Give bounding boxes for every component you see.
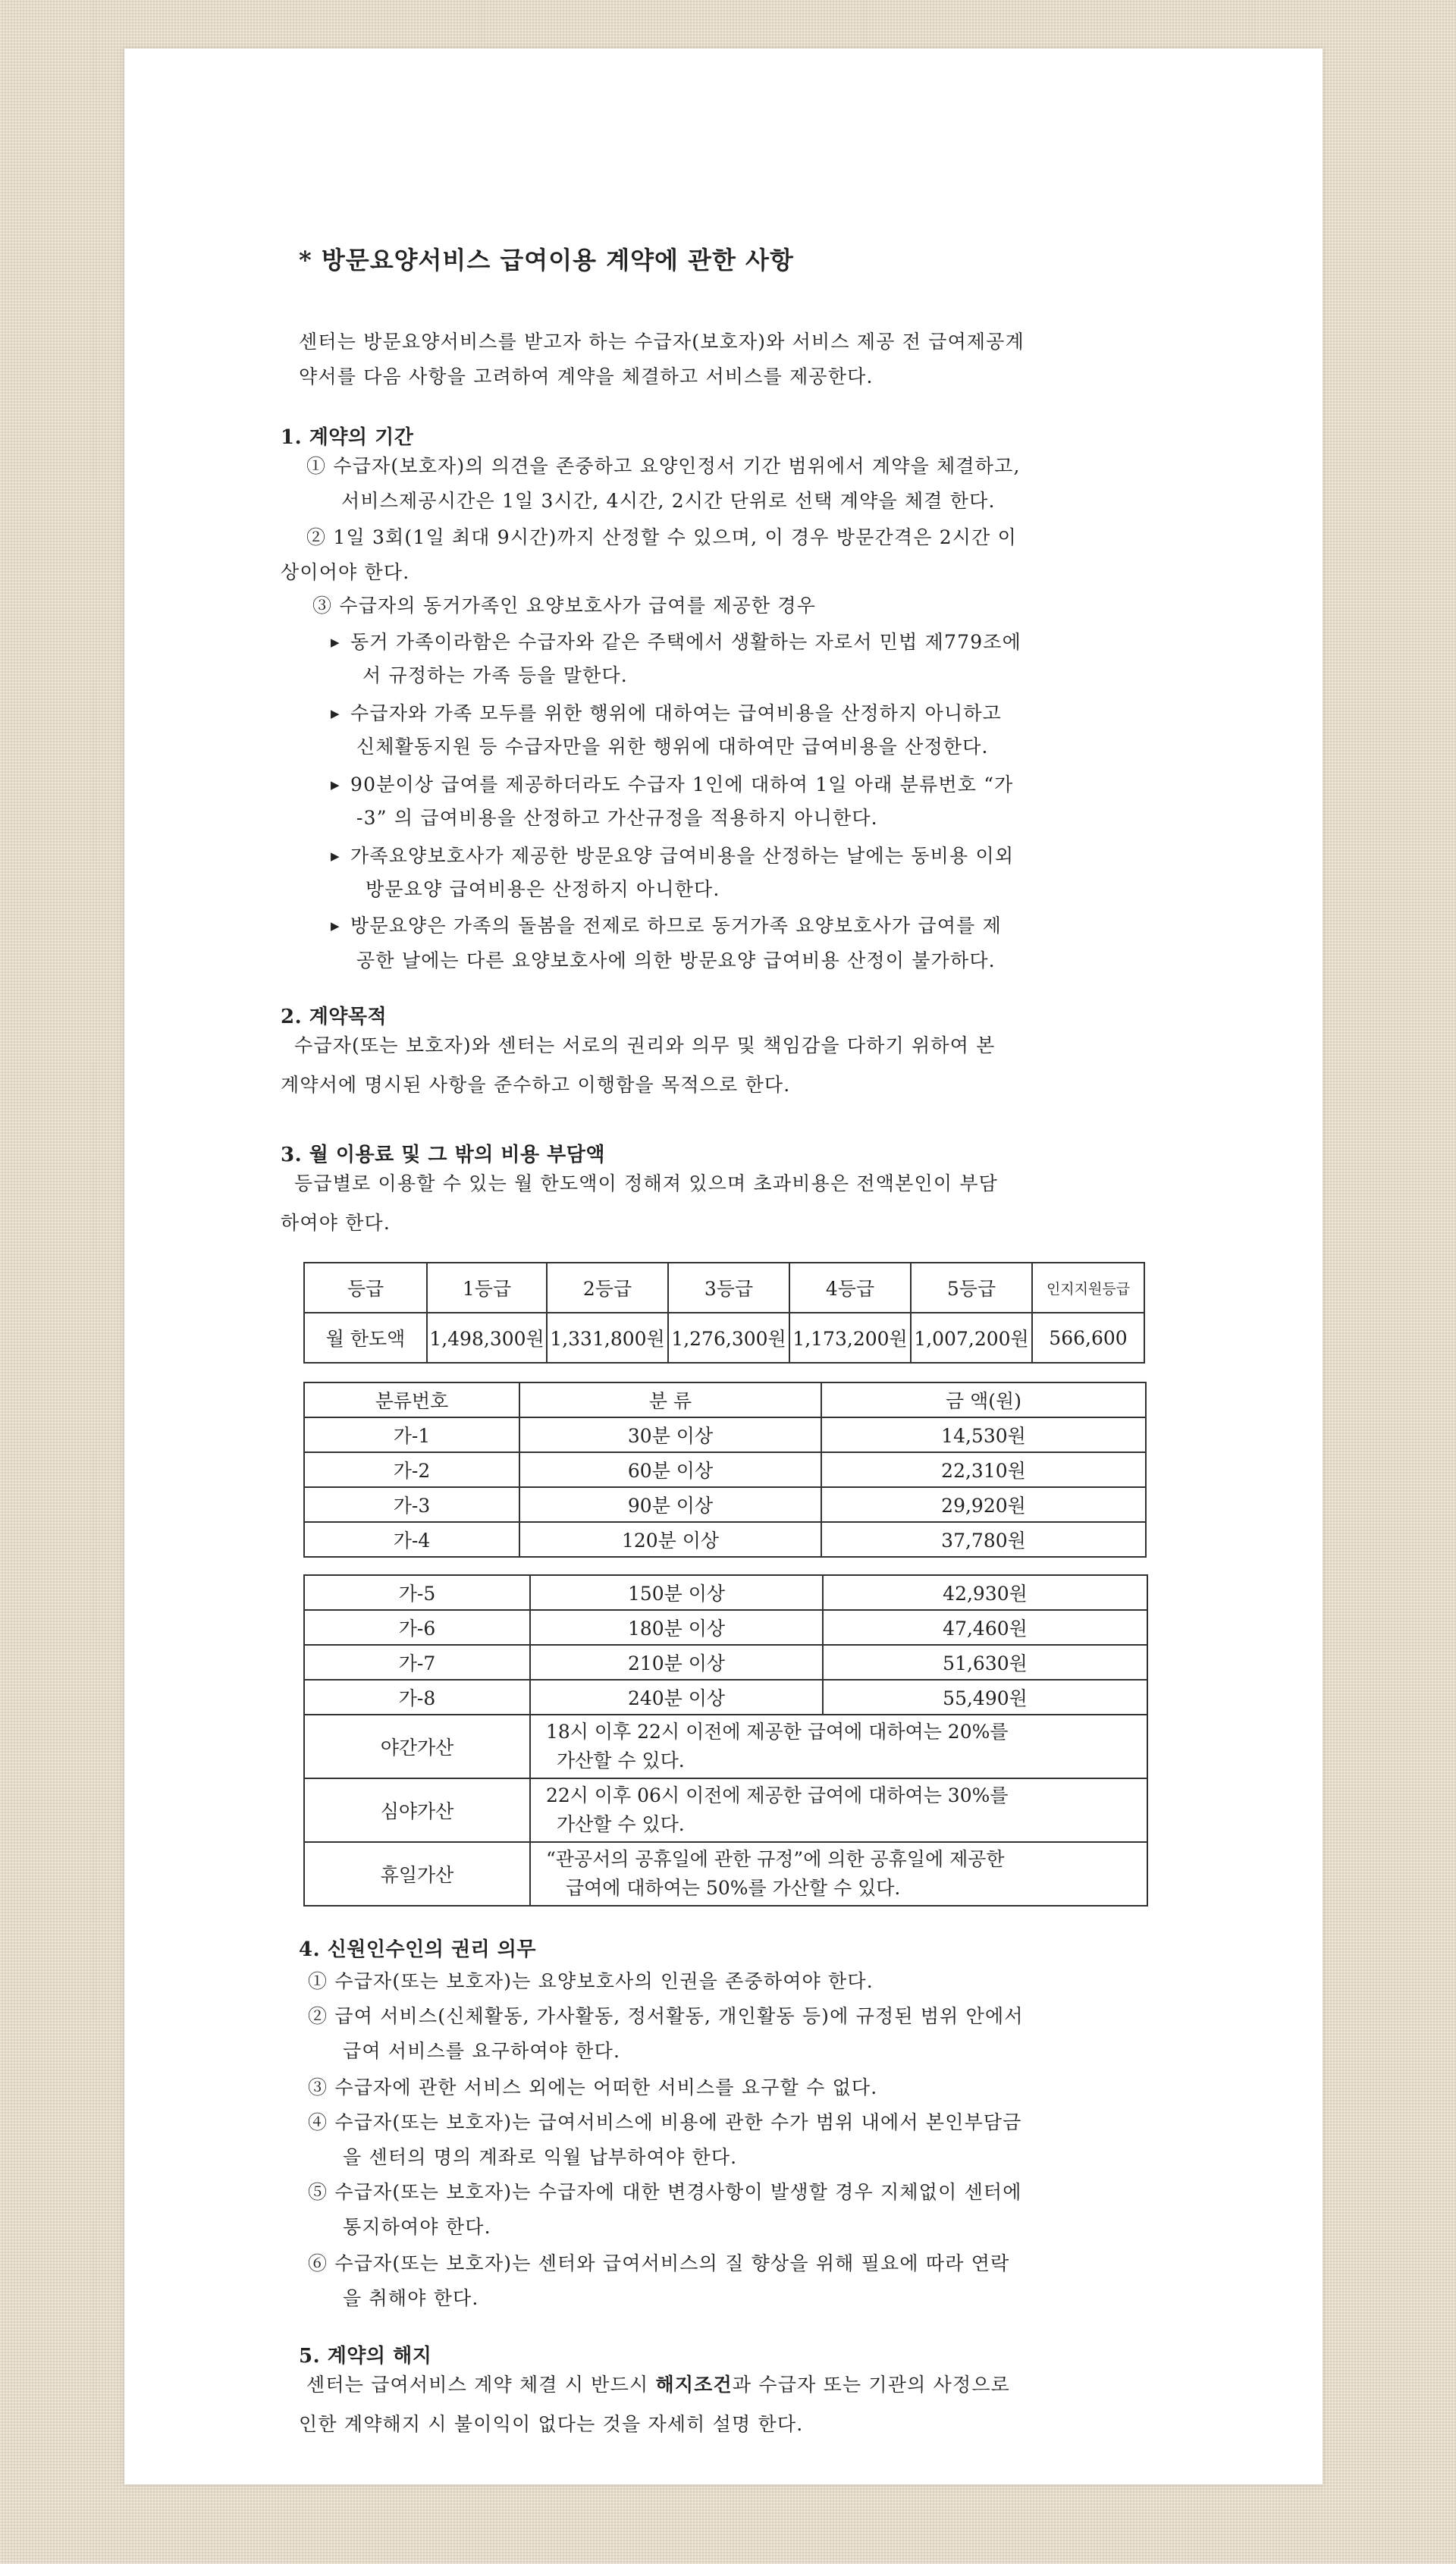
code-cell: 가-7 xyxy=(304,1645,530,1680)
grade-header-cell: 2등급 xyxy=(547,1263,668,1313)
section-3-heading: 3. 월 이용료 및 그 밖의 비용 부담액 xyxy=(281,1144,606,1166)
surcharge-name-cell: 휴일가산 xyxy=(304,1842,530,1906)
sec1-bullet-3-line-1: ▶ 90분이상 급여를 제공하더라도 수급자 1인에 대하여 1일 아래 분류번호 “가 xyxy=(331,767,1014,802)
surcharge-name-cell: 심야가산 xyxy=(304,1778,530,1842)
sec1-bullet-5-line-1: ▶ 방문요양은 가족의 돌봄을 전제로 하므로 동거가족 요양보호사가 급여를 제 xyxy=(331,909,1002,943)
grade-header-cell: 3등급 xyxy=(668,1263,789,1313)
table-row xyxy=(304,1778,1147,1842)
sec4-item-5-line-2: 통지하여야 한다. xyxy=(343,2216,491,2238)
duration-cell: 150분 이상 xyxy=(530,1575,823,1610)
duration-cell: 120분 이상 xyxy=(519,1522,821,1557)
table-row xyxy=(304,1487,1146,1522)
code-cell: 가-3 xyxy=(304,1487,519,1522)
amount-cell: 14,530원 xyxy=(821,1417,1146,1452)
bullet-triangle-icon: ▶ xyxy=(331,778,340,792)
sec1-bullet-1-line-2: 서 규정하는 가족 등을 말한다. xyxy=(362,664,628,686)
surcharge-desc-cell: 22시 이후 06시 이전에 제공한 급여에 대하여는 30%를 가산할 수 있다. xyxy=(530,1778,1147,1842)
table-row xyxy=(304,1575,1147,1610)
grade-header-cell: 인지지원등급 xyxy=(1032,1263,1144,1313)
sec1-bullet-4-line-2: 방문요양 급여비용은 산정하지 아니한다. xyxy=(366,878,720,900)
sec1-bullet-2-line-1: ▶ 수급자와 가족 모두를 위한 행위에 대하여는 급여비용을 산정하지 아니하고 xyxy=(331,696,1002,731)
code-table-b xyxy=(303,1574,1148,1907)
duration-cell: 210분 이상 xyxy=(530,1645,823,1680)
code-cell: 가-6 xyxy=(304,1610,530,1645)
sec1-item-2-line-2: 상이어야 한다. xyxy=(281,561,410,583)
grade-row-label: 월 한도액 xyxy=(304,1313,427,1363)
table-row xyxy=(304,1522,1146,1557)
sec1-bullet-1-line-1: ▶ 동거 가족이라함은 수급자와 같은 주택에서 생활하는 자로서 민법 제779조에 xyxy=(331,625,1021,660)
amount-cell: 42,930원 xyxy=(823,1575,1147,1610)
grade-limit-table xyxy=(303,1262,1145,1364)
table-row xyxy=(304,1417,1146,1452)
sec4-item-6-line-1: ⑥ 수급자(또는 보호자)는 센터와 급여서비스의 질 향상을 위해 필요에 따라 연락 xyxy=(308,2252,1010,2274)
duration-cell: 240분 이상 xyxy=(530,1680,823,1715)
surcharge-name-cell: 야간가산 xyxy=(304,1715,530,1778)
grade-limit-cell: 1,498,300원 xyxy=(427,1313,547,1363)
surcharge-desc-cell: 18시 이후 22시 이전에 제공한 급여에 대하여는 20%를 가산할 수 있다. xyxy=(530,1715,1147,1778)
sec4-item-5-line-1: ⑤ 수급자(또는 보호자)는 수급자에 대한 변경사항이 발생할 경우 지체없이 센터에 xyxy=(308,2181,1022,2203)
bullet-triangle-icon: ▶ xyxy=(331,919,340,933)
section-2-heading: 2. 계약목적 xyxy=(281,1006,388,1028)
code-cell: 가-5 xyxy=(304,1575,530,1610)
duration-cell: 30분 이상 xyxy=(519,1417,821,1452)
section-4-heading: 4. 신원인수인의 권리 의무 xyxy=(299,1938,536,1961)
intro-line-2: 약서를 다음 사항을 고려하여 계약을 체결하고 서비스를 제공한다. xyxy=(299,366,874,388)
amount-cell: 51,630원 xyxy=(823,1645,1147,1680)
table-row xyxy=(304,1715,1147,1778)
sec4-item-1: ① 수급자(또는 보호자)는 요양보호사의 인권을 존중하여야 한다. xyxy=(308,1970,874,1992)
grade-header-cell: 4등급 xyxy=(789,1263,911,1313)
sec2-line-2: 계약서에 명시된 사항을 준수하고 이행함을 목적으로 한다. xyxy=(281,1074,791,1096)
table-row xyxy=(304,1382,1146,1417)
code-table-a xyxy=(303,1382,1147,1558)
table-row xyxy=(304,1680,1147,1715)
grade-header-cell: 1등급 xyxy=(427,1263,547,1313)
duration-cell: 90분 이상 xyxy=(519,1487,821,1522)
grade-limit-cell: 1,173,200원 xyxy=(789,1313,911,1363)
sec4-item-2-line-2: 급여 서비스를 요구하여야 한다. xyxy=(343,2040,621,2062)
sec4-item-4-line-2: 을 센터의 명의 계좌로 익월 납부하여야 한다. xyxy=(343,2146,738,2168)
duration-cell: 180분 이상 xyxy=(530,1610,823,1645)
sec1-item-1-line-1: ① 수급자(보호자)의 의견을 존중하고 요양인정서 기간 범위에서 계약을 체결하고, xyxy=(306,455,1021,477)
bullet-triangle-icon: ▶ xyxy=(331,636,340,649)
bullet-triangle-icon: ▶ xyxy=(331,707,340,720)
code-header-cell: 분 류 xyxy=(519,1382,821,1417)
table-row xyxy=(304,1645,1147,1680)
sec1-item-2-line-1: ② 1일 3회(1일 최대 9시간)까지 산정할 수 있으며, 이 경우 방문간격은 2시간 이 xyxy=(306,526,1017,548)
code-cell: 가-8 xyxy=(304,1680,530,1715)
code-cell: 가-2 xyxy=(304,1452,519,1487)
amount-cell: 47,460원 xyxy=(823,1610,1147,1645)
amount-cell: 22,310원 xyxy=(821,1452,1146,1487)
amount-cell: 37,780원 xyxy=(821,1522,1146,1557)
sec1-bullet-5-line-2: 공한 날에는 다른 요양보호사에 의한 방문요양 급여비용 산정이 불가하다. xyxy=(356,949,996,971)
table-row xyxy=(304,1610,1147,1645)
grade-header-cell: 등급 xyxy=(304,1263,427,1313)
grade-limit-cell: 566,600 xyxy=(1032,1313,1144,1363)
sec4-item-4-line-1: ④ 수급자(또는 보호자)는 급여서비스에 비용에 관한 수가 범위 내에서 본인부담금 xyxy=(308,2111,1022,2133)
sec1-bullet-3-line-2: -3” 의 급여비용을 산정하고 가산규정을 적용하지 아니한다. xyxy=(356,807,878,829)
sec5-line-1: 센터는 급여서비스 계약 체결 시 반드시 해지조건과 수급자 또는 기관의 사정으로 xyxy=(306,2374,1011,2396)
duration-cell: 60분 이상 xyxy=(519,1452,821,1487)
sec2-line-1: 수급자(또는 보호자)와 센터는 서로의 권리와 의무 및 책임감을 다하기 위하여 본 xyxy=(294,1034,996,1056)
table-row xyxy=(304,1842,1147,1906)
sec3-line-2: 하여야 한다. xyxy=(281,1212,391,1234)
code-cell: 가-4 xyxy=(304,1522,519,1557)
sec1-bullet-4-line-1: ▶ 가족요양보호사가 제공한 방문요양 급여비용을 산정하는 날에는 동비용 이외 xyxy=(331,839,1014,874)
grade-limit-cell: 1,007,200원 xyxy=(911,1313,1032,1363)
grade-limit-cell: 1,276,300원 xyxy=(668,1313,789,1363)
section-5-heading: 5. 계약의 해지 xyxy=(299,2345,432,2368)
section-1-heading: 1. 계약의 기간 xyxy=(281,426,414,449)
grade-header-cell: 5등급 xyxy=(911,1263,1032,1313)
sec1-bullet-2-line-2: 신체활동지원 등 수급자만을 위한 행위에 대하여만 급여비용을 산정한다. xyxy=(356,736,989,758)
code-header-cell: 분류번호 xyxy=(304,1382,519,1417)
sec5-line-2: 인한 계약해지 시 불이익이 없다는 것을 자세히 설명 한다. xyxy=(299,2413,804,2435)
document-title: * 방문요양서비스 급여이용 계약에 관한 사항 xyxy=(299,246,794,275)
grade-limit-cell: 1,331,800원 xyxy=(547,1313,668,1363)
code-header-cell: 금 액(원) xyxy=(821,1382,1146,1417)
surcharge-desc-cell: “관공서의 공휴일에 관한 규정”에 의한 공휴일에 제공한 급여에 대하여는 50%를 가산할 수 있다. xyxy=(530,1842,1147,1906)
table-row xyxy=(304,1452,1146,1487)
sec4-item-6-line-2: 을 취해야 한다. xyxy=(343,2287,479,2309)
table-row xyxy=(304,1313,1144,1363)
bullet-triangle-icon: ▶ xyxy=(331,849,340,863)
sec1-item-3: ③ 수급자의 동거가족인 요양보호사가 급여를 제공한 경우 xyxy=(312,595,817,617)
amount-cell: 29,920원 xyxy=(821,1487,1146,1522)
code-cell: 가-1 xyxy=(304,1417,519,1452)
amount-cell: 55,490원 xyxy=(823,1680,1147,1715)
sec4-item-3: ③ 수급자에 관한 서비스 외에는 어떠한 서비스를 요구할 수 없다. xyxy=(308,2076,878,2098)
intro-line-1: 센터는 방문요양서비스를 받고자 하는 수급자(보호자)와 서비스 제공 전 급여제공계 xyxy=(299,331,1025,353)
table-row xyxy=(304,1263,1144,1313)
sec4-item-2-line-1: ② 급여 서비스(신체활동, 가사활동, 정서활동, 개인활동 등)에 규정된 범위 안에서 xyxy=(308,2005,1024,2027)
termination-condition-emphasis: 해지조건 xyxy=(655,2374,733,2396)
sec3-line-1: 등급별로 이용할 수 있는 월 한도액이 정해져 있으며 초과비용은 전액본인이 부담 xyxy=(294,1172,999,1194)
sec1-item-1-line-2: 서비스제공시간은 1일 3시간, 4시간, 2시간 단위로 선택 계약을 체결 한다. xyxy=(341,490,996,512)
